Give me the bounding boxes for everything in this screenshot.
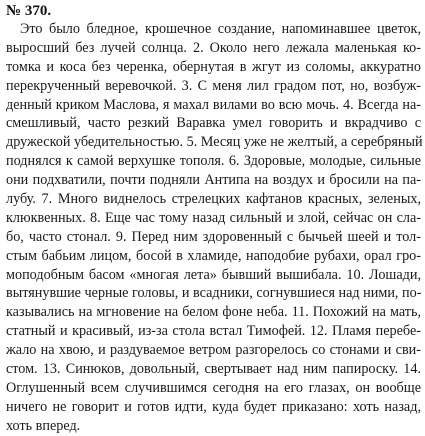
- text-line: стым бабьим лицом, босой в хламиде, наподобие рубахи, орал гро-: [6, 247, 421, 264]
- text-line: жало на хвою, и раздуваемое ветром разгорелось со стонами и сви-: [6, 342, 421, 359]
- text-line: они подхватили, почти подняли Антипа на воздух и бросили на па-: [6, 172, 421, 189]
- text-line: казывались на мгновение на белом фоне неба. 11. Похожий на мать,: [6, 304, 421, 321]
- text-line: денный криком Маслова, я махал вилами во всю мочь. 4. Всегда на-: [6, 96, 421, 113]
- text-line: бо, часто стонал. 9. Перед ним здоровенный с бычьей шеей и тол-: [6, 228, 421, 245]
- text-line: статный и красивый, из-за стола встал Тимофей. 12. Пламя перебе-: [6, 323, 421, 340]
- text-line: ничего не говорит и готов идти, куда будет приказано: хоть назад,: [6, 398, 421, 415]
- text-line: дружеской убедительностью. 5. Месяц уже не желтый, а серебряный: [6, 134, 423, 151]
- text-line: лубу. 7. Много виднелось стрелецких кафтанов красных, зеленых,: [6, 191, 421, 208]
- exercise-text: [6, 20, 421, 436]
- text-line: поднялся к самой верхушке тополя. 6. Здоровые, молодые, сильные: [6, 153, 421, 170]
- text-line: Оглушенный всем случившимся сегодня на его глазах, он вообще: [6, 379, 421, 396]
- exercise-number: № 370.: [6, 3, 52, 19]
- text-line: стом. 13. Синюков, довольный, свертывает над ним папироску. 14.: [6, 361, 421, 378]
- text-line: моподобным басом «многая лета» бывший вышибала. 10. Лошади,: [6, 266, 421, 283]
- text-line: клюквенных. 8. Еще час тому назад сильный и злой, сейчас он сла-: [6, 209, 421, 226]
- text-line: хоть вперед.: [6, 417, 81, 434]
- text-line: Это было бледное, крошечное создание, напоминавшее цветок,: [20, 21, 421, 37]
- text-line: томка и коса без черенка, обернутая в жгут из соломы, аккуратно: [6, 58, 421, 75]
- text-line: выросший без лучей солнца. 2. Около него лежала маленькая ко-: [6, 39, 421, 56]
- text-line: вытянувшие черные головы, и всадники, согнувшиеся над ними, по-: [6, 285, 422, 302]
- text-line: перекрученный веревочкой. 3. С меня лил градом пот, но, возбуж-: [6, 77, 421, 94]
- text-line: смешливый, часто резкий Варавка умел говорить и вкрадчиво с: [6, 115, 421, 132]
